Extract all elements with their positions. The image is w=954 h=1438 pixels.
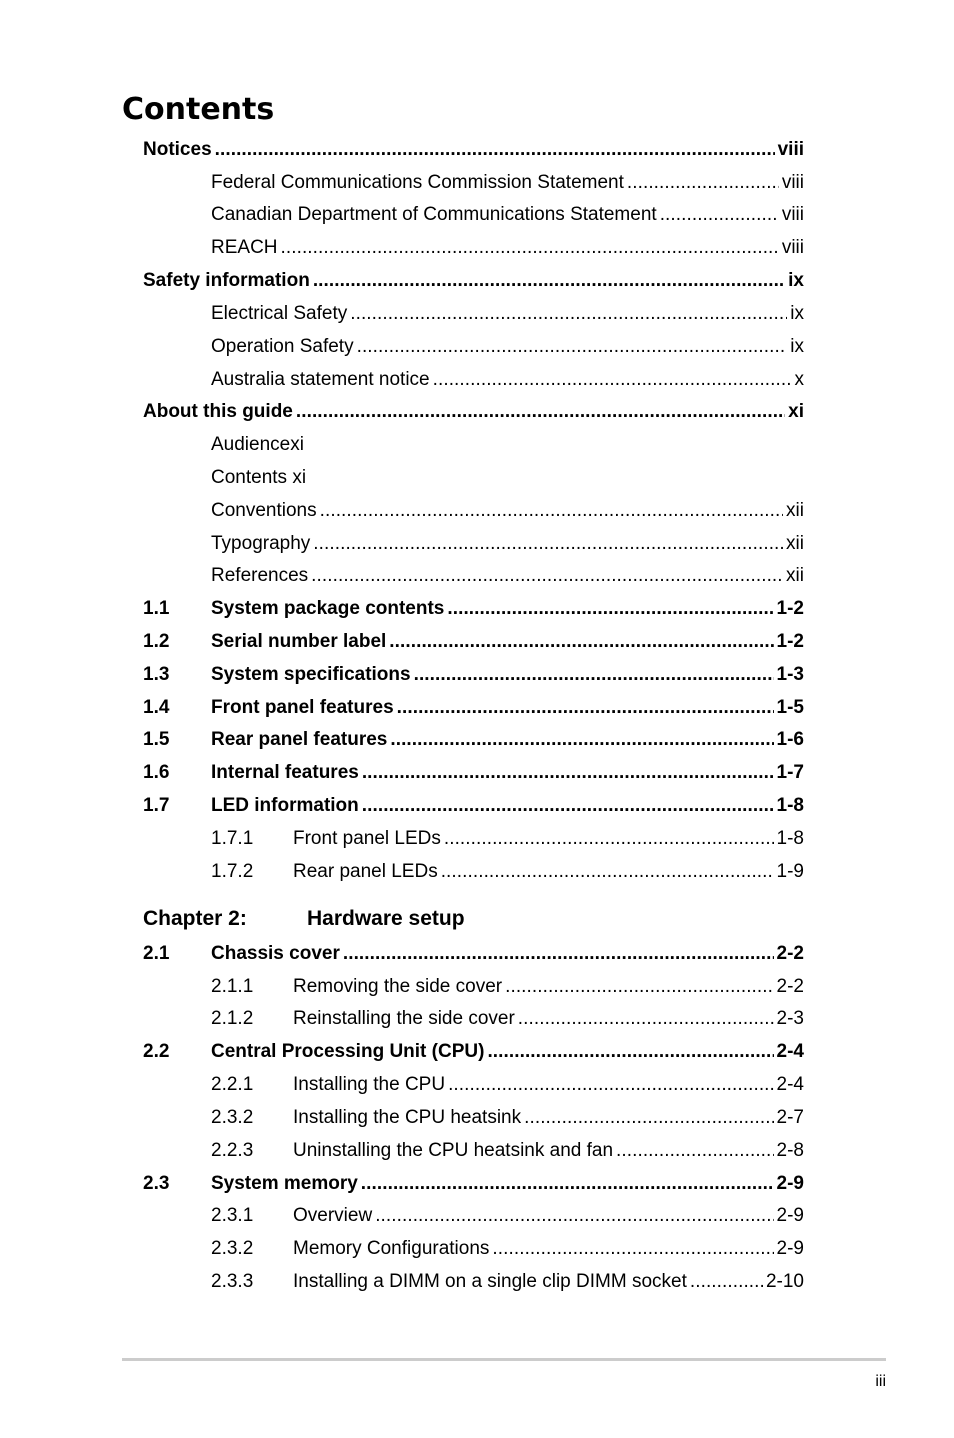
toc-entry[interactable] — [143, 662, 804, 688]
toc-entry-title: Reinstalling the side cover — [293, 1008, 515, 1029]
toc-entry-number: 1.2 — [143, 631, 170, 652]
toc-entry[interactable] — [143, 137, 804, 163]
toc-leader-dots — [524, 1105, 773, 1131]
toc-entry-page: 2-3 — [776, 1008, 804, 1029]
toc-entry-title: Overview — [293, 1205, 373, 1226]
toc-leader-dots — [296, 399, 785, 425]
toc-entry-number: 2.3.1 — [211, 1205, 254, 1226]
toc-entry-title: Memory Configurations — [293, 1238, 490, 1259]
toc-entry-title: REACH — [211, 237, 278, 258]
toc-entry[interactable] — [211, 1105, 804, 1131]
toc-entry-number: 2.1.2 — [211, 1008, 254, 1029]
toc-leader-dots — [350, 301, 787, 327]
toc-entry[interactable] — [143, 268, 804, 294]
toc-leader-dots — [311, 563, 783, 589]
toc-entry-title: Conventions — [211, 500, 317, 521]
toc-entry-page: ix — [788, 270, 804, 291]
toc-entry[interactable] — [211, 1006, 804, 1032]
toc-entry[interactable] — [143, 793, 804, 819]
toc-entry-title: Operation Safety — [211, 336, 354, 357]
toc-entry-page: ix — [790, 303, 804, 324]
toc-entry[interactable] — [211, 367, 804, 393]
toc-entry[interactable] — [211, 1072, 804, 1098]
toc-entry-number: Chapter 2: — [143, 907, 247, 930]
toc-entry-title: Internal features — [211, 762, 359, 783]
toc-entry[interactable] — [211, 465, 804, 491]
toc-leader-dots — [616, 1138, 774, 1164]
toc-leader-dots — [375, 1203, 773, 1229]
toc-entry-page: 2-10 — [765, 1271, 804, 1292]
toc-entry-number: 2.2.3 — [211, 1140, 254, 1161]
toc-entry[interactable] — [143, 1171, 804, 1197]
toc-entry-page: 2-9 — [776, 1238, 804, 1259]
toc-leader-dots — [448, 1072, 773, 1098]
toc-entry-title: Australia statement notice — [211, 369, 430, 390]
toc-leader-dots — [357, 334, 788, 360]
toc-entry-page: 1-7 — [776, 762, 804, 783]
toc-leader-dots — [320, 498, 783, 524]
toc-entry-title: Serial number label — [211, 631, 387, 652]
toc-leader-dots — [447, 596, 773, 622]
toc-entry-title: Installing the CPU — [293, 1074, 446, 1095]
toc-entry[interactable] — [211, 170, 804, 196]
toc-entry[interactable] — [211, 1269, 804, 1295]
toc-entry-page: viii — [781, 204, 804, 225]
toc-entry-title: Installing the CPU heatsink — [293, 1107, 522, 1128]
toc-entry-page: x — [794, 369, 804, 390]
toc-leader-dots — [414, 662, 774, 688]
toc-entry[interactable] — [211, 826, 804, 852]
toc-entry[interactable] — [211, 235, 804, 261]
toc-entry-title: System specifications — [211, 664, 411, 685]
toc-leader-dots — [397, 695, 774, 721]
toc-entry-number: 1.5 — [143, 729, 170, 750]
toc-entry-title: Central Processing Unit (CPU) — [211, 1041, 485, 1062]
toc-entry-page: 1-5 — [776, 697, 804, 718]
toc-entry-title: Rear panel LEDs — [293, 861, 438, 882]
toc-entry-title: Chassis cover — [211, 943, 340, 964]
page-number: iii — [875, 1373, 886, 1390]
toc-entry-number: 2.3.3 — [211, 1271, 254, 1292]
toc-entry[interactable] — [211, 202, 804, 228]
toc-entry[interactable] — [143, 941, 804, 967]
toc-entry-title: System memory — [211, 1173, 358, 1194]
toc-entry-title: Electrical Safety — [211, 303, 348, 324]
toc-entry-number: 1.3 — [143, 664, 170, 685]
toc-leader-dots — [313, 268, 785, 294]
toc-entry[interactable] — [211, 432, 804, 458]
toc-entry-title: Front panel LEDs — [293, 828, 441, 849]
toc-entry[interactable] — [143, 596, 804, 622]
toc-entry[interactable] — [211, 563, 804, 589]
footer-divider — [122, 1358, 886, 1361]
toc-chapter-heading[interactable] — [143, 906, 804, 932]
toc-leader-dots — [281, 235, 779, 261]
toc-entry-title: LED information — [211, 795, 359, 816]
toc-entry-title: Rear panel features — [211, 729, 388, 750]
toc-entry-page: 2-4 — [776, 1041, 804, 1062]
toc-entry[interactable] — [211, 859, 804, 885]
toc-entry-number: 1.4 — [143, 697, 170, 718]
toc-entry-page: 2-8 — [776, 1140, 804, 1161]
toc-entry-page: 2-7 — [776, 1107, 804, 1128]
toc-entry-title: System package contents — [211, 598, 445, 619]
toc-entry[interactable] — [211, 301, 804, 327]
toc-entry-number: 2.1 — [143, 943, 170, 964]
toc-leader-dots — [492, 1236, 773, 1262]
toc-entry-page: xii — [786, 500, 804, 521]
toc-entry-page: viii — [777, 139, 804, 160]
toc-entry-title: References — [211, 565, 309, 586]
toc-entry-title: Notices — [143, 139, 212, 160]
toc-entry-title: Safety information — [143, 270, 310, 291]
toc-entry-page: ix — [790, 336, 804, 357]
toc-leader-dots — [518, 1006, 774, 1032]
toc-entry-number: 1.7.2 — [211, 861, 254, 882]
toc-entry-page: 2-2 — [776, 976, 804, 997]
toc-entry-title: Audiencexi — [211, 434, 304, 455]
toc-entry-page: xii — [786, 533, 804, 554]
toc-entry[interactable] — [211, 1138, 804, 1164]
toc-entry-number: 1.7.1 — [211, 828, 254, 849]
toc-entry-page: 1-3 — [776, 664, 804, 685]
toc-entry[interactable] — [143, 629, 804, 655]
toc-entry[interactable] — [143, 1039, 804, 1065]
toc-entry-page: 1-2 — [776, 631, 804, 652]
toc-entry-number: 2.3 — [143, 1173, 170, 1194]
toc-entry-page: 1-6 — [776, 729, 804, 750]
toc-leader-dots — [487, 1039, 773, 1065]
toc-leader-dots — [627, 170, 779, 196]
toc-entry-number: 2.3.2 — [211, 1238, 254, 1259]
toc-entry[interactable] — [211, 1236, 804, 1262]
toc-leader-dots — [505, 974, 773, 1000]
toc-entry-number: 2.2.1 — [211, 1074, 254, 1095]
toc-entry-title: Canadian Department of Communications Statement — [211, 204, 657, 225]
toc-entry[interactable] — [211, 334, 804, 360]
toc-entry-title: Federal Communications Commission Statement — [211, 172, 624, 193]
toc-entry-number: 1.1 — [143, 598, 170, 619]
toc-entry-title: Installing a DIMM on a single clip DIMM socket — [293, 1271, 687, 1292]
toc-leader-dots — [313, 531, 783, 557]
toc-leader-dots — [362, 760, 774, 786]
toc-leader-dots — [690, 1269, 763, 1295]
toc-entry-page: xii — [786, 565, 804, 586]
toc-entry[interactable] — [211, 498, 804, 524]
toc-leader-dots — [389, 629, 773, 655]
toc-leader-dots — [444, 826, 774, 852]
toc-entry-number: 2.1.1 — [211, 976, 254, 997]
toc-leader-dots — [362, 793, 774, 819]
toc-entry-number: 2.3.2 — [211, 1107, 254, 1128]
toc-entry[interactable] — [143, 695, 804, 721]
toc-entry-page: 2-4 — [776, 1074, 804, 1095]
toc-entry-number: 2.2 — [143, 1041, 170, 1062]
toc-entry-page: 1-8 — [776, 828, 804, 849]
toc-entry-title: Front panel features — [211, 697, 394, 718]
toc-entry-page: 2-9 — [776, 1205, 804, 1226]
toc-entry[interactable] — [211, 531, 804, 557]
toc-entry-title: Contents xi — [211, 467, 307, 488]
toc-leader-dots — [433, 367, 792, 393]
page-title: Contents — [122, 92, 275, 127]
toc-entry[interactable] — [143, 727, 804, 753]
toc-entry[interactable] — [143, 399, 804, 425]
toc-leader-dots — [361, 1171, 774, 1197]
toc-entry-title: Typography — [211, 533, 311, 554]
toc-entry-number: 1.6 — [143, 762, 170, 783]
toc-entry-number: 1.7 — [143, 795, 170, 816]
toc-entry-title: About this guide — [143, 401, 293, 422]
toc-leader-dots — [343, 941, 774, 967]
toc-entry[interactable] — [211, 1203, 804, 1229]
toc-entry-page: viii — [781, 237, 804, 258]
toc-leader-dots — [390, 727, 773, 753]
toc-entry-page: 1-2 — [776, 598, 804, 619]
toc-leader-dots — [660, 202, 779, 228]
toc-leader-dots — [441, 859, 774, 885]
toc-entry-page: 1-9 — [776, 861, 804, 882]
toc-entry[interactable] — [143, 760, 804, 786]
toc-entry-page: 2-2 — [776, 943, 804, 964]
toc-entry-title: Uninstalling the CPU heatsink and fan — [293, 1140, 614, 1161]
toc-entry-page: 2-9 — [776, 1173, 804, 1194]
toc-entry-page: 1-8 — [776, 795, 804, 816]
toc-entry-title: Removing the side cover — [293, 976, 503, 997]
toc-leader-dots — [215, 137, 775, 163]
toc-entry-page: xi — [788, 401, 804, 422]
toc-entry-title: Hardware setup — [307, 907, 465, 930]
toc-entry[interactable] — [211, 974, 804, 1000]
toc-entry-page: viii — [781, 172, 804, 193]
